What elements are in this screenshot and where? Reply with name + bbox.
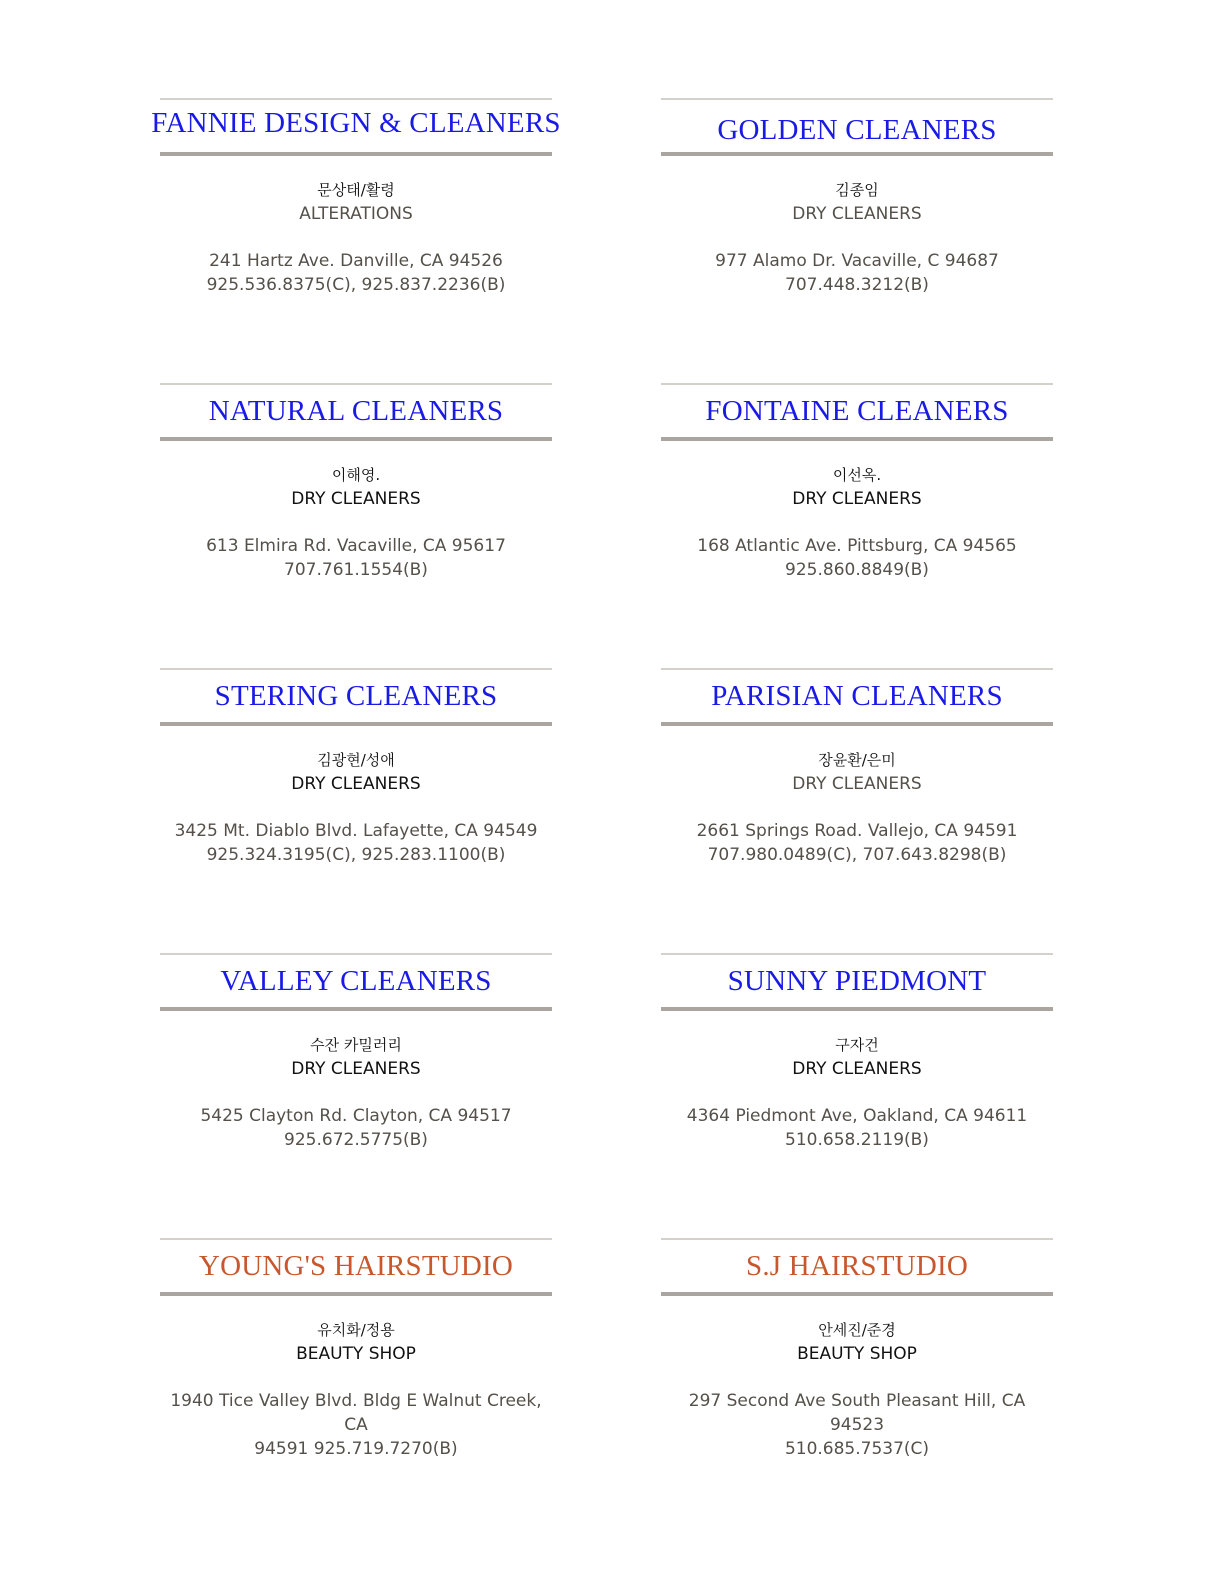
listing-card bbox=[151, 98, 561, 297]
business-name: S.J HAIRSTUDIO bbox=[746, 1250, 968, 1282]
business-category: DRY CLEANERS bbox=[291, 1059, 421, 1079]
business-phone: 707.761.1554(B) bbox=[284, 560, 428, 580]
listing-card bbox=[661, 1238, 1053, 1461]
business-phone: 707.448.3212(B) bbox=[785, 275, 929, 295]
owner-name: 문상태/활령 bbox=[317, 181, 395, 199]
business-address: 2661 Springs Road. Vallejo, CA 94591 bbox=[696, 821, 1018, 841]
owner-name: 수잔 카밀러리 bbox=[310, 1036, 402, 1054]
business-name: PARISIAN CLEANERS bbox=[711, 680, 1003, 712]
business-address: 1940 Tice Valley Blvd. Bldg E Walnut Creek, CA bbox=[170, 1391, 542, 1435]
business-phone: 925.536.8375(C), 925.837.2236(B) bbox=[206, 275, 506, 295]
business-category: DRY CLEANERS bbox=[792, 204, 922, 224]
business-category: DRY CLEANERS bbox=[792, 1059, 922, 1079]
business-name: NATURAL CLEANERS bbox=[208, 395, 504, 427]
business-category: BEAUTY SHOP bbox=[296, 1344, 416, 1364]
owner-name: 안세진/준경 bbox=[818, 1321, 896, 1339]
business-category: ALTERATIONS bbox=[299, 204, 413, 224]
owner-name: 구자건 bbox=[835, 1036, 879, 1054]
business-category: BEAUTY SHOP bbox=[797, 1344, 917, 1364]
bottom-divider bbox=[160, 722, 552, 726]
listing-card bbox=[661, 953, 1053, 1152]
bottom-divider bbox=[160, 1007, 552, 1011]
business-phone: 925.324.3195(C), 925.283.1100(B) bbox=[206, 845, 506, 865]
listing-card bbox=[160, 953, 552, 1152]
listing-card bbox=[661, 668, 1053, 867]
listing-card bbox=[160, 1238, 552, 1461]
bottom-divider bbox=[160, 152, 552, 156]
business-name: STERING CLEANERS bbox=[214, 680, 498, 712]
bottom-divider bbox=[661, 152, 1053, 156]
owner-name: 이해영. bbox=[331, 466, 381, 484]
business-category: DRY CLEANERS bbox=[291, 489, 421, 509]
business-name: FONTAINE CLEANERS bbox=[705, 395, 1009, 427]
listing-card bbox=[160, 383, 552, 582]
business-address: 168 Atlantic Ave. Pittsburg, CA 94565 bbox=[697, 536, 1017, 556]
owner-name: 장윤환/은미 bbox=[818, 751, 896, 769]
owner-name: 유치화/정용 bbox=[317, 1321, 395, 1339]
business-address: 977 Alamo Dr. Vacaville, C 94687 bbox=[715, 251, 999, 271]
business-phone: 94591 925.719.7270(B) bbox=[254, 1439, 458, 1459]
business-address: 4364 Piedmont Ave, Oakland, CA 94611 bbox=[686, 1106, 1028, 1126]
business-name: FANNIE DESIGN & CLEANERS bbox=[151, 107, 561, 139]
business-category: DRY CLEANERS bbox=[792, 774, 922, 794]
listing-card bbox=[661, 383, 1053, 582]
business-address: 3425 Mt. Diablo Blvd. Lafayette, CA 94549 bbox=[174, 821, 538, 841]
business-address: 297 Second Ave South Pleasant Hill, CA 94523 bbox=[688, 1391, 1026, 1435]
bottom-divider bbox=[661, 1292, 1053, 1296]
business-address: 613 Elmira Rd. Vacaville, CA 95617 bbox=[206, 536, 506, 556]
bottom-divider bbox=[661, 437, 1053, 441]
business-phone: 925.860.8849(B) bbox=[785, 560, 929, 580]
owner-name: 김종임 bbox=[835, 181, 879, 199]
bottom-divider bbox=[160, 1292, 552, 1296]
business-phone: 510.685.7537(C) bbox=[784, 1439, 930, 1459]
owner-name: 김광현/성애 bbox=[317, 751, 395, 769]
business-phone: 707.980.0489(C), 707.643.8298(B) bbox=[707, 845, 1007, 865]
business-category: DRY CLEANERS bbox=[291, 774, 421, 794]
bottom-divider bbox=[160, 437, 552, 441]
bottom-divider bbox=[661, 722, 1053, 726]
bottom-divider bbox=[661, 1007, 1053, 1011]
business-category: DRY CLEANERS bbox=[792, 489, 922, 509]
business-phone: 510.658.2119(B) bbox=[785, 1130, 929, 1150]
listing-card bbox=[661, 98, 1053, 297]
owner-name: 이선옥. bbox=[832, 466, 882, 484]
business-phone: 925.672.5775(B) bbox=[284, 1130, 428, 1150]
business-address: 241 Hartz Ave. Danville, CA 94526 bbox=[209, 251, 503, 271]
business-name: VALLEY CLEANERS bbox=[220, 965, 492, 997]
listing-card bbox=[160, 668, 552, 867]
business-name: YOUNG'S HAIRSTUDIO bbox=[198, 1250, 514, 1282]
business-name: SUNNY PIEDMONT bbox=[727, 965, 987, 997]
business-address: 5425 Clayton Rd. Clayton, CA 94517 bbox=[200, 1106, 512, 1126]
business-name: GOLDEN CLEANERS bbox=[717, 114, 997, 146]
